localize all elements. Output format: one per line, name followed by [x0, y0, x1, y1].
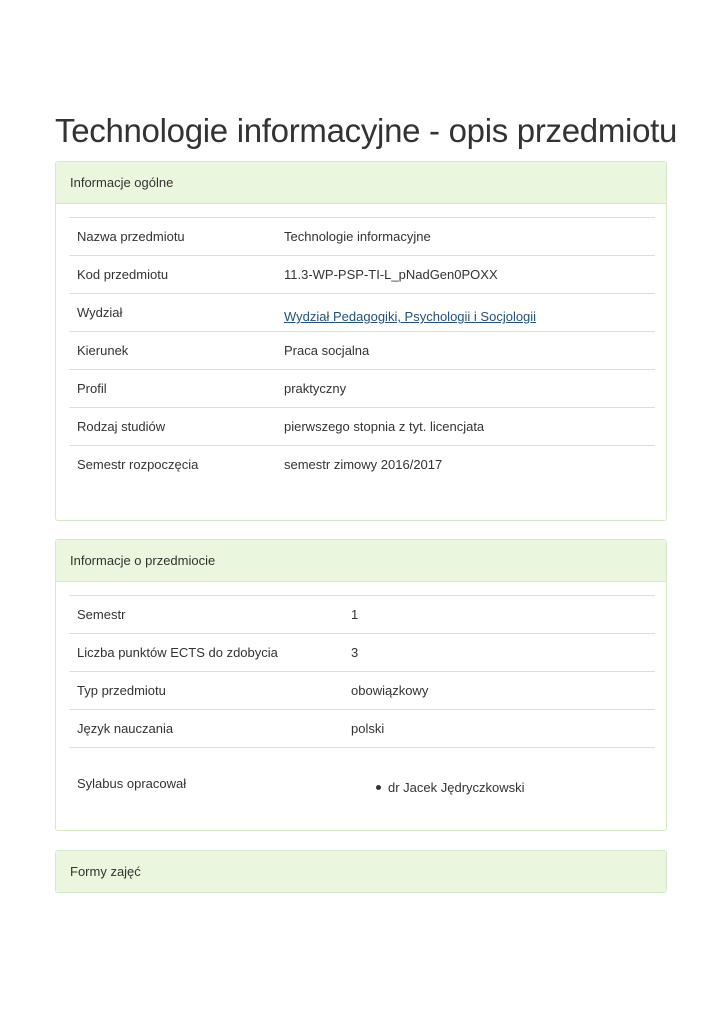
row-label: Wydział [69, 294, 276, 332]
table-row [69, 370, 655, 408]
row-label: Semestr rozpoczęcia [69, 446, 276, 484]
table-row [69, 672, 655, 710]
row-value-cell [343, 748, 655, 808]
general-info-heading: Informacje ogólne [56, 162, 666, 204]
page-title: Technologie informacyjne - opis przedmiotu [55, 112, 678, 149]
author-list [351, 780, 655, 795]
row-label: Sylabus opracował [69, 748, 343, 808]
class-forms-heading: Formy zajęć [56, 851, 666, 892]
row-label: Kod przedmiotu [69, 256, 276, 294]
row-label: Typ przedmiotu [69, 672, 343, 710]
row-value: polski [343, 710, 655, 748]
row-label: Liczba punktów ECTS do zdobycia [69, 634, 343, 672]
row-value-cell [276, 294, 655, 332]
table-row [69, 596, 655, 634]
subject-info-panel [55, 539, 667, 831]
row-value: Technologie informacyjne [276, 218, 655, 256]
table-row [69, 748, 655, 808]
row-value: 3 [343, 634, 655, 672]
row-value: 11.3-WP-PSP-TI-L_pNadGen0POXX [276, 256, 655, 294]
table-row [69, 256, 655, 294]
subject-info-table [69, 595, 655, 808]
class-forms-panel [55, 850, 667, 893]
faculty-link[interactable]: Wydział Pedagogiki, Psychologii i Socjologii [284, 309, 537, 324]
list-item: dr Jacek Jędryczkowski [351, 780, 655, 795]
row-label: Semestr [69, 596, 343, 634]
table-row [69, 218, 655, 256]
row-value: pierwszego stopnia z tyt. licencjata [276, 408, 655, 446]
row-value: 1 [343, 596, 655, 634]
table-row [69, 332, 655, 370]
subject-info-heading: Informacje o przedmiocie [56, 540, 666, 582]
row-value: semestr zimowy 2016/2017 [276, 446, 655, 484]
row-label: Język nauczania [69, 710, 343, 748]
row-value: obowiązkowy [343, 672, 655, 710]
table-row [69, 408, 655, 446]
row-label: Profil [69, 370, 276, 408]
row-label: Nazwa przedmiotu [69, 218, 276, 256]
table-row [69, 446, 655, 484]
general-info-table [69, 217, 655, 484]
table-row [69, 294, 655, 332]
general-info-panel [55, 161, 667, 521]
table-row [69, 710, 655, 748]
table-row [69, 634, 655, 672]
row-label: Kierunek [69, 332, 276, 370]
row-label: Rodzaj studiów [69, 408, 276, 446]
row-value: Praca socjalna [276, 332, 655, 370]
row-value: praktyczny [276, 370, 655, 408]
